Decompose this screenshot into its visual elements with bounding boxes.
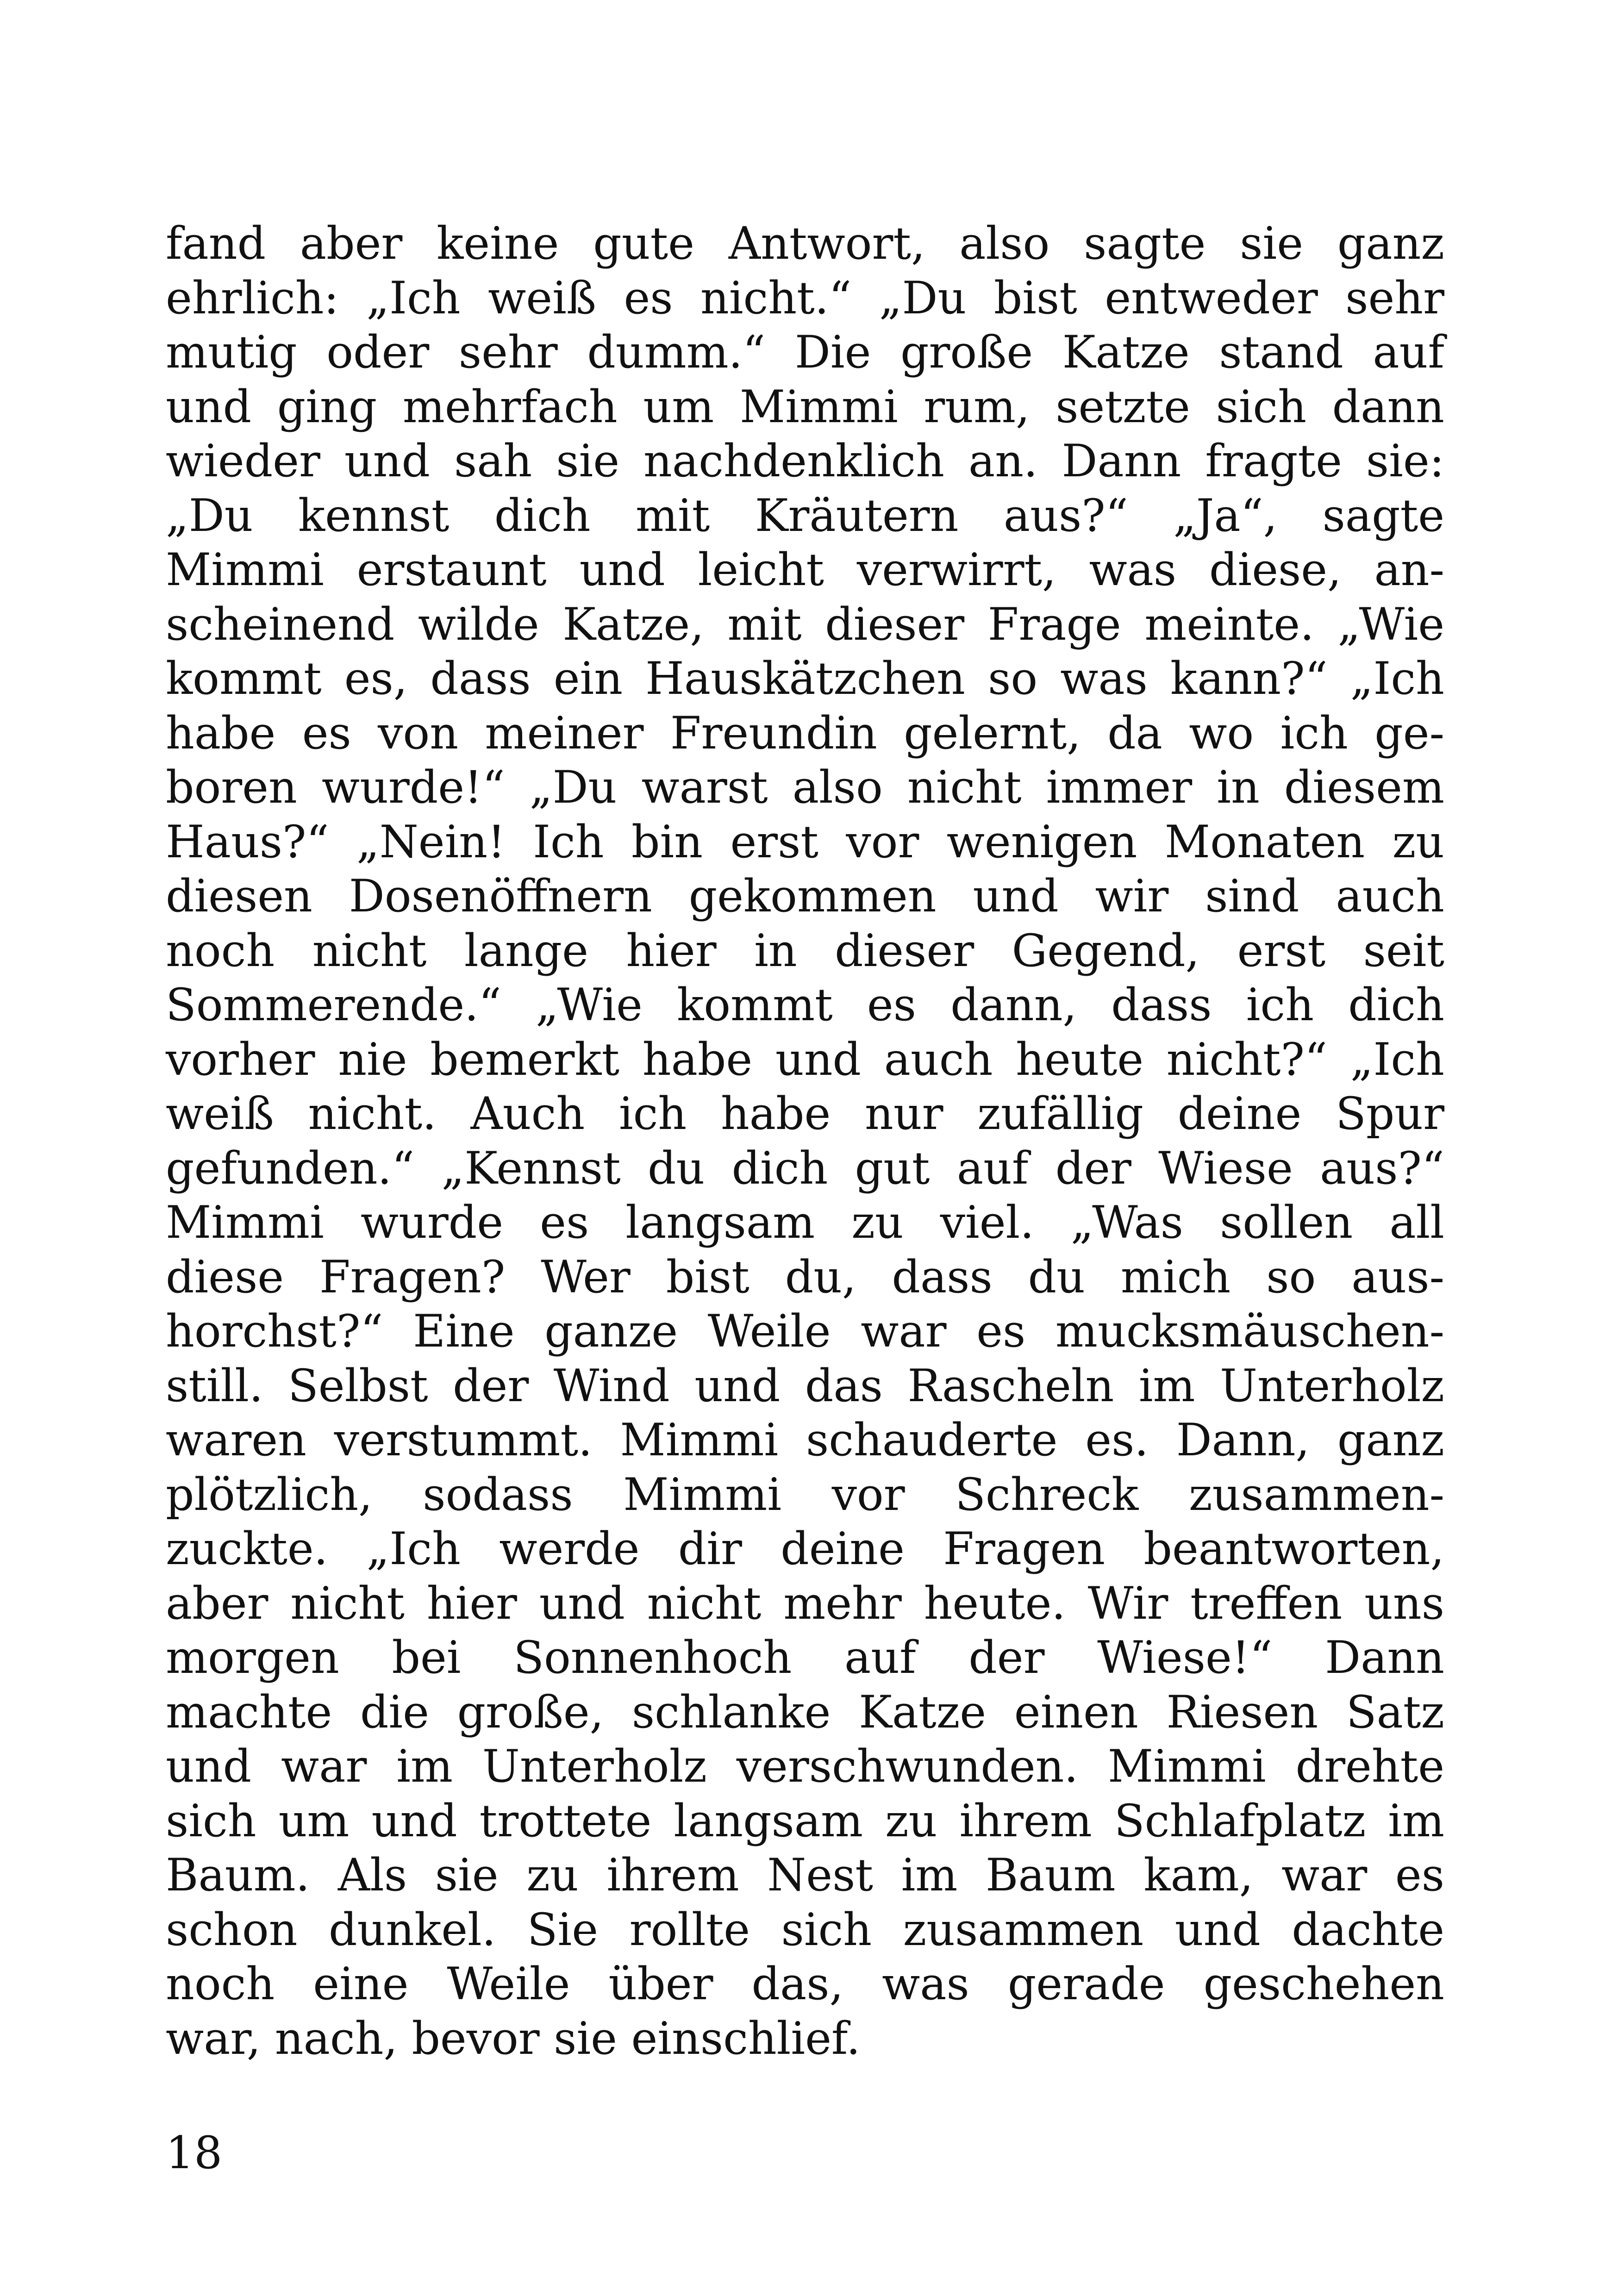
- body-text: [166, 217, 1444, 2066]
- text-line: boren wurde!“ „Du warst also nicht immer in diesem: [166, 761, 1444, 813]
- text-line: habe es von meiner Freundin gelernt, da wo ich ge-: [166, 707, 1444, 759]
- page-number: 18: [166, 2127, 223, 2179]
- text-line: diese Fragen? Wer bist du, dass du mich so aus-: [166, 1251, 1444, 1303]
- text-line: diesen Dosenöffnern gekommen und wir sind auch: [166, 870, 1444, 922]
- text-line: Baum. Als sie zu ihrem Nest im Baum kam, war es: [166, 1849, 1444, 1901]
- text-line: horchst?“ Eine ganze Weile war es mucksmäuschen-: [166, 1305, 1444, 1357]
- text-line: morgen bei Sonnenhoch auf der Wiese!“ Dann: [166, 1632, 1444, 1684]
- text-line: fand aber keine gute Antwort, also sagte sie ganz: [166, 218, 1444, 269]
- text-line: zuckte. „Ich werde dir deine Fragen beantworten,: [166, 1523, 1444, 1575]
- text-line: mutig oder sehr dumm.“ Die große Katze stand auf: [166, 326, 1444, 378]
- text-line: aber nicht hier und nicht mehr heute. Wir treffen uns: [166, 1577, 1444, 1629]
- text-line: scheinend wilde Katze, mit dieser Frage meinte. „Wie: [166, 598, 1444, 650]
- text-line: gefunden.“ „Kennst du dich gut auf der Wiese aus?“: [166, 1142, 1444, 1194]
- text-line: ehrlich: „Ich weiß es nicht.“ „Du bist entweder sehr: [166, 272, 1444, 324]
- text-line: plötzlich, sodass Mimmi vor Schreck zusammen-: [166, 1468, 1444, 1521]
- text-line: Mimmi erstaunt und leicht verwirrt, was diese, an-: [166, 544, 1444, 596]
- text-line: noch nicht lange hier in dieser Gegend, erst seit: [166, 924, 1444, 977]
- text-line: noch eine Weile über das, was gerade geschehen: [166, 1958, 1444, 2010]
- text-line: sich um und trottete langsam zu ihrem Schlafplatz im: [166, 1795, 1444, 1847]
- text-line: still. Selbst der Wind und das Rascheln im Unterholz: [166, 1360, 1444, 1412]
- text-line: Sommerende.“ „Wie kommt es dann, dass ich dich: [166, 979, 1444, 1031]
- text-line: weiß nicht. Auch ich habe nur zufällig deine Spur: [166, 1088, 1444, 1140]
- text-line: schon dunkel. Sie rollte sich zusammen und dachte: [166, 1903, 1444, 1956]
- text-line: machte die große, schlanke Katze einen Riesen Satz: [166, 1686, 1444, 1738]
- text-line: wieder und sah sie nachdenklich an. Dann fragte sie:: [166, 435, 1444, 487]
- text-line: kommt es, dass ein Hauskätzchen so was kann?“ „Ich: [166, 653, 1444, 705]
- text-line: Haus?“ „Nein! Ich bin erst vor wenigen Monaten zu: [166, 816, 1444, 868]
- text-line: „Du kennst dich mit Kräutern aus?“ „Ja“, sagte: [166, 489, 1444, 542]
- text-line: und war im Unterholz verschwunden. Mimmi drehte: [166, 1740, 1444, 1792]
- text-line: vorher nie bemerkt habe und auch heute nicht?“ „Ich: [166, 1033, 1444, 1085]
- text-line: waren verstummt. Mimmi schauderte es. Dann, ganz: [166, 1414, 1444, 1466]
- text-line: war, nach, bevor sie einschlief.: [166, 2012, 861, 2064]
- text-line: und ging mehrfach um Mimmi rum, setzte sich dann: [166, 380, 1444, 433]
- text-line: Mimmi wurde es langsam zu viel. „Was sollen all: [166, 1197, 1444, 1248]
